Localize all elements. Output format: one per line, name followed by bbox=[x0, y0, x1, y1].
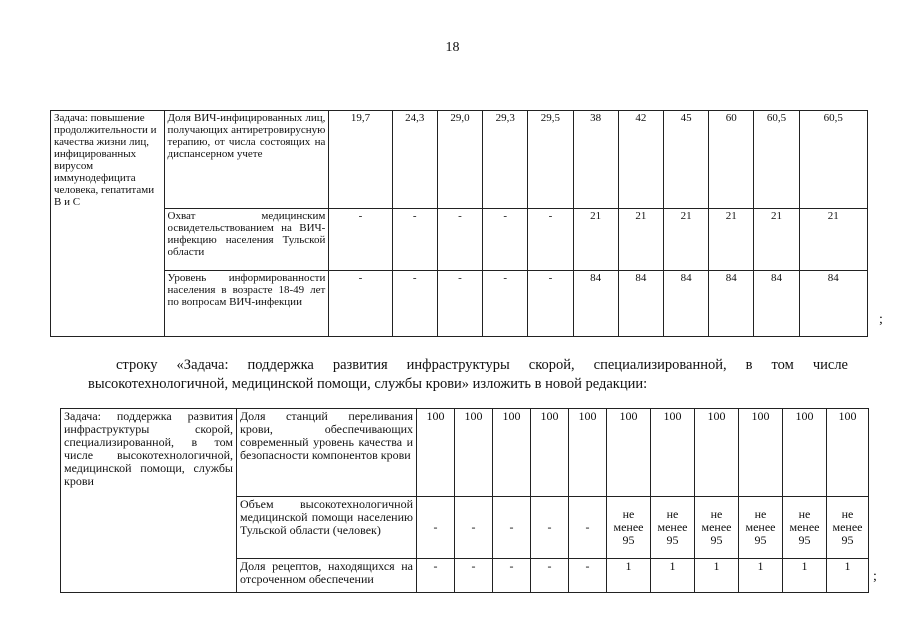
value-cell: 60,5 bbox=[799, 111, 867, 209]
value-cell: 24,3 bbox=[392, 111, 437, 209]
value-cell: - bbox=[483, 209, 528, 271]
value-cell: 1 bbox=[607, 559, 651, 593]
value-cell: 100 bbox=[569, 409, 607, 497]
paragraph-text: строку «Задача: поддержка развития инфраструктуры скорой, специализированной, в том числе высокотехнологичной, медицинской помощи, службы крови» изложить в новой редакции: bbox=[88, 357, 848, 392]
value-cell: не менее 95 bbox=[607, 497, 651, 559]
value-cell: 100 bbox=[607, 409, 651, 497]
value-cell: 84 bbox=[573, 271, 618, 337]
value-cell: 100 bbox=[827, 409, 869, 497]
table-row bbox=[51, 111, 868, 209]
value-cell: 21 bbox=[618, 209, 663, 271]
task-cell: Задача: повышение продолжительности и качества жизни лиц, инфицированных вирусом иммунодефицита человека, гепатитами В и С bbox=[51, 111, 165, 337]
value-cell: - bbox=[569, 559, 607, 593]
indicator-cell: Доля станций переливания крови, обеспечивающих современный уровень качества и безопасности компонентов крови bbox=[237, 409, 417, 497]
value-cell: 84 bbox=[754, 271, 799, 337]
value-cell: 21 bbox=[573, 209, 618, 271]
value-cell: - bbox=[392, 209, 437, 271]
value-cell: - bbox=[493, 559, 531, 593]
value-cell: 1 bbox=[827, 559, 869, 593]
indicator-cell: Доля ВИЧ-инфицированных лиц, получающих антиретровирусную терапию, от числа состоящих на диспансерном учете bbox=[164, 111, 329, 209]
value-cell: 84 bbox=[709, 271, 754, 337]
value-cell: 29,5 bbox=[528, 111, 573, 209]
amendment-paragraph bbox=[88, 356, 848, 394]
value-cell: 60 bbox=[709, 111, 754, 209]
value-cell: 1 bbox=[651, 559, 695, 593]
value-cell: 100 bbox=[695, 409, 739, 497]
value-cell: 21 bbox=[709, 209, 754, 271]
value-cell: 21 bbox=[663, 209, 708, 271]
value-cell: - bbox=[531, 497, 569, 559]
value-cell: 100 bbox=[417, 409, 455, 497]
value-cell: не менее 95 bbox=[651, 497, 695, 559]
table-row bbox=[51, 271, 868, 337]
value-cell: - bbox=[437, 209, 482, 271]
value-cell: 84 bbox=[663, 271, 708, 337]
value-cell: 60,5 bbox=[754, 111, 799, 209]
value-cell: 21 bbox=[754, 209, 799, 271]
value-cell: 1 bbox=[783, 559, 827, 593]
value-cell: не менее 95 bbox=[827, 497, 869, 559]
blood-service-indicators-table bbox=[60, 408, 869, 593]
value-cell: 84 bbox=[799, 271, 867, 337]
table-row bbox=[51, 209, 868, 271]
value-cell: - bbox=[531, 559, 569, 593]
value-cell: - bbox=[483, 271, 528, 337]
value-cell: 21 bbox=[799, 209, 867, 271]
value-cell: 29,3 bbox=[483, 111, 528, 209]
value-cell: - bbox=[455, 559, 493, 593]
value-cell: 38 bbox=[573, 111, 618, 209]
value-cell: - bbox=[455, 497, 493, 559]
value-cell: не менее 95 bbox=[695, 497, 739, 559]
task-cell: Задача: поддержка развития инфраструктуры скорой, специализированной, в том числе высокотехнологичной, медицинской помощи, службы крови bbox=[61, 409, 237, 593]
value-cell: не менее 95 bbox=[783, 497, 827, 559]
value-cell: 100 bbox=[455, 409, 493, 497]
value-cell: 1 bbox=[739, 559, 783, 593]
value-cell: 100 bbox=[651, 409, 695, 497]
page-number: 18 bbox=[445, 40, 460, 55]
value-cell: 19,7 bbox=[329, 111, 392, 209]
value-cell: 42 bbox=[618, 111, 663, 209]
value-cell: - bbox=[417, 497, 455, 559]
table-row bbox=[61, 409, 869, 497]
value-cell: 100 bbox=[739, 409, 783, 497]
value-cell: - bbox=[493, 497, 531, 559]
value-cell: 84 bbox=[618, 271, 663, 337]
indicator-cell: Объем высокотехнологичной медицинской помощи населению Тульской области (человек) bbox=[237, 497, 417, 559]
value-cell: 1 bbox=[695, 559, 739, 593]
hiv-indicators-table bbox=[50, 110, 868, 337]
semicolon-mark: ; bbox=[879, 312, 883, 327]
value-cell: не менее 95 bbox=[739, 497, 783, 559]
indicator-cell: Уровень информированности населения в возрасте 18-49 лет по вопросам ВИЧ-инфекции bbox=[164, 271, 329, 337]
semicolon-mark: ; bbox=[873, 569, 877, 584]
value-cell: - bbox=[569, 497, 607, 559]
value-cell: - bbox=[329, 209, 392, 271]
value-cell: - bbox=[528, 271, 573, 337]
value-cell: 45 bbox=[663, 111, 708, 209]
value-cell: - bbox=[528, 209, 573, 271]
value-cell: - bbox=[392, 271, 437, 337]
indicator-cell: Охват медицинским освидетельствованием на ВИЧ-инфекцию населения Тульской области bbox=[164, 209, 329, 271]
value-cell: 100 bbox=[783, 409, 827, 497]
value-cell: 29,0 bbox=[437, 111, 482, 209]
value-cell: - bbox=[329, 271, 392, 337]
value-cell: 100 bbox=[493, 409, 531, 497]
value-cell: - bbox=[417, 559, 455, 593]
indicator-cell: Доля рецептов, находящихся на отсроченном обеспечении bbox=[237, 559, 417, 593]
value-cell: - bbox=[437, 271, 482, 337]
value-cell: 100 bbox=[531, 409, 569, 497]
